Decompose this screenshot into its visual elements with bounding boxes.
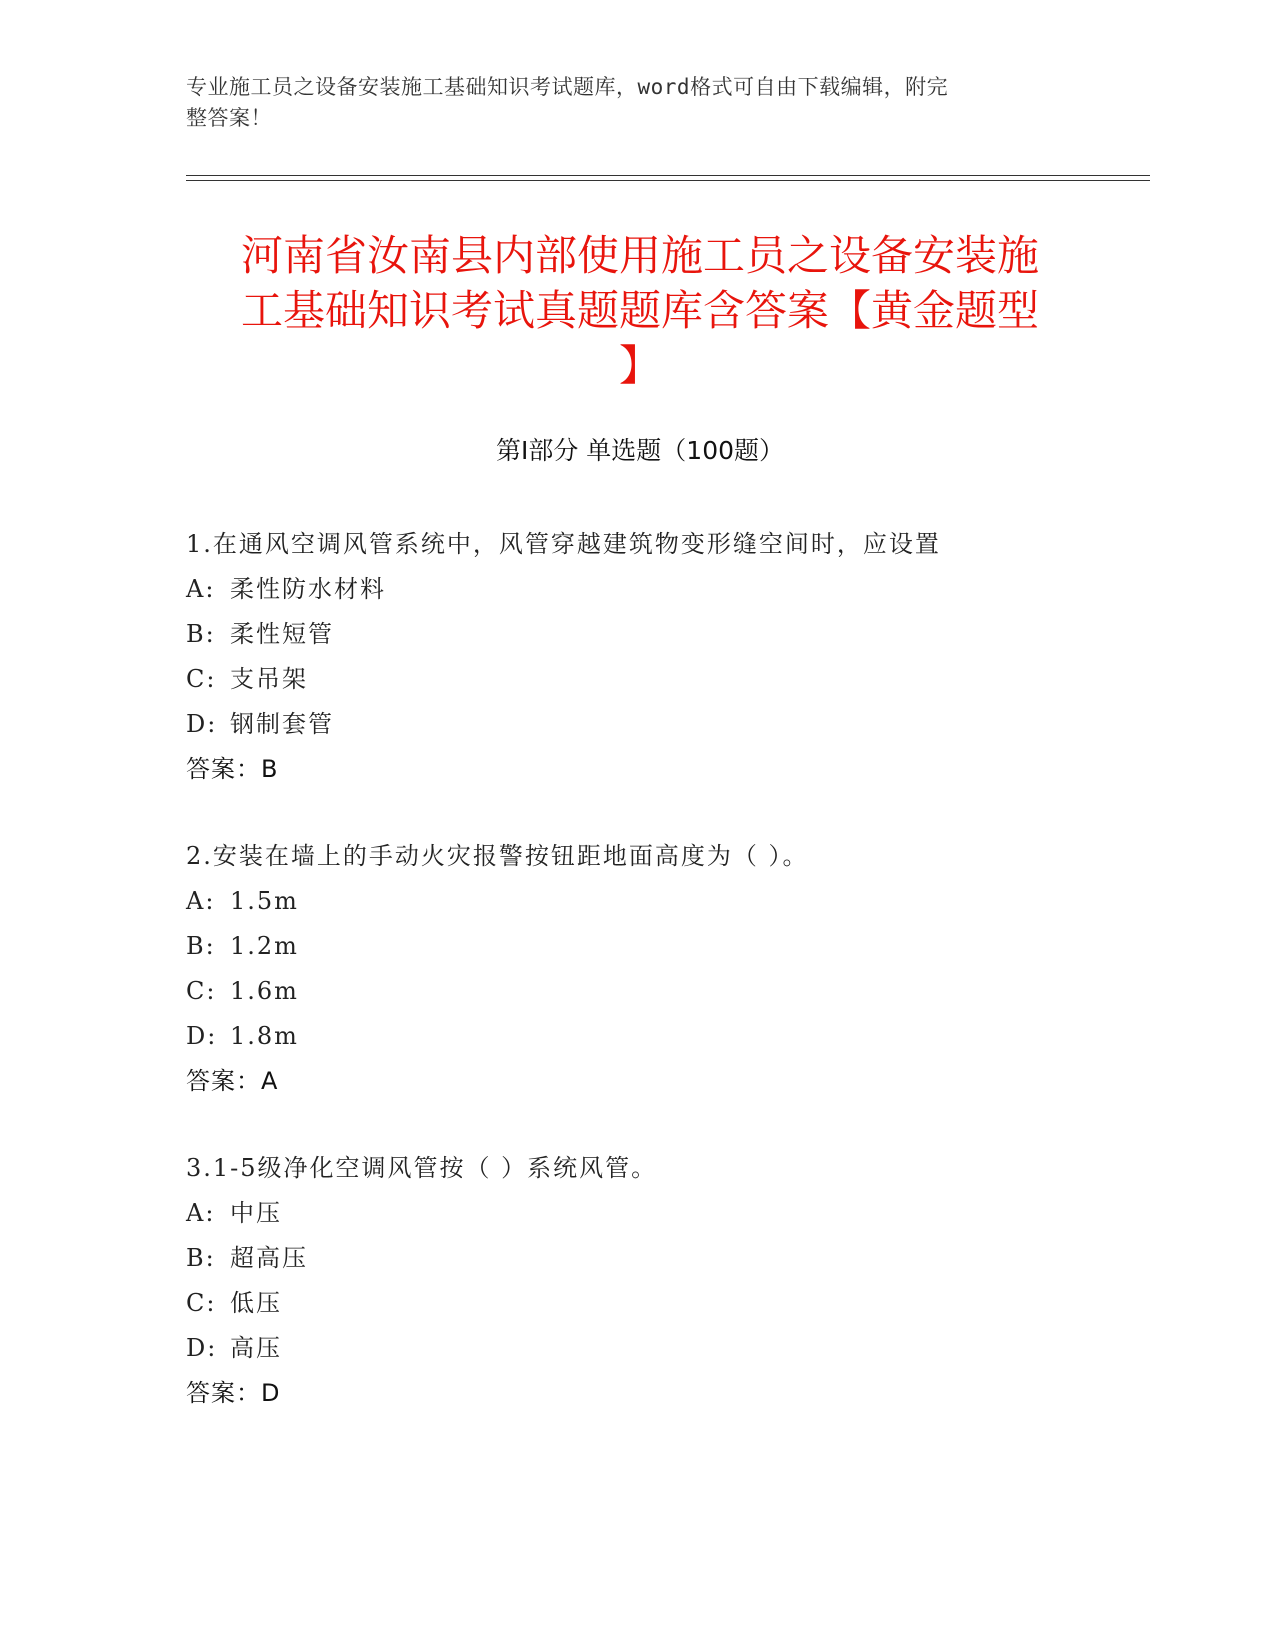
option-text: 柔性短管 — [230, 620, 334, 648]
option-b — [186, 924, 1146, 969]
header-divider — [186, 180, 1150, 181]
option-text: 1.6m — [230, 977, 299, 1005]
option-letter: A: — [186, 1199, 216, 1227]
option-letter: D: — [186, 1334, 218, 1362]
header-divider — [186, 175, 1150, 176]
document-title — [186, 228, 1094, 393]
document-title-line: 工基础知识考试真题题库含答案【黄金题型 — [240, 286, 1039, 335]
question-item — [186, 1146, 1146, 1416]
option-d — [186, 702, 1146, 747]
option-text: 1.2m — [230, 932, 299, 960]
question-stem: 3.1-5级净化空调风管按（ ）系统风管。 — [186, 1154, 658, 1182]
option-c — [186, 969, 1146, 1014]
option-d — [186, 1014, 1146, 1059]
option-d — [186, 1326, 1146, 1371]
option-letter: C: — [186, 1289, 217, 1317]
option-text: 高压 — [230, 1334, 282, 1362]
question-answer: 答案：A — [186, 1067, 279, 1095]
question-item — [186, 522, 1146, 792]
option-c — [186, 657, 1146, 702]
question-stem: 2.安装在墙上的手动火灾报警按钮距地面高度为（ ）。 — [186, 842, 809, 870]
option-a — [186, 879, 1146, 924]
question-answer: 答案：B — [186, 755, 279, 783]
document-title-line: 】 — [618, 341, 661, 390]
option-text: 1.5m — [230, 887, 299, 915]
option-c — [186, 1281, 1146, 1326]
option-letter: D: — [186, 710, 218, 738]
option-letter: B: — [186, 932, 216, 960]
option-text: 钢制套管 — [230, 710, 334, 738]
option-text: 中压 — [230, 1199, 282, 1227]
option-text: 低压 — [230, 1289, 282, 1317]
option-text: 柔性防水材料 — [230, 575, 386, 603]
question-item — [186, 834, 1146, 1104]
option-letter: B: — [186, 620, 216, 648]
question-stem: 1.在通风空调风管系统中，风管穿越建筑物变形缝空间时，应设置 — [186, 530, 941, 558]
option-letter: A: — [186, 575, 216, 603]
option-a — [186, 567, 1146, 612]
option-text: 1.8m — [230, 1022, 299, 1050]
option-b — [186, 1236, 1146, 1281]
option-letter: C: — [186, 977, 217, 1005]
option-text: 支吊架 — [230, 665, 308, 693]
document-title-line: 河南省汝南县内部使用施工员之设备安装施 — [240, 231, 1039, 280]
option-a — [186, 1191, 1146, 1236]
option-letter: C: — [186, 665, 217, 693]
option-letter: B: — [186, 1244, 216, 1272]
header-note-line: 专业施工员之设备安装施工基础知识考试题库，word格式可自由下载编辑，附完 — [186, 75, 949, 99]
header-note — [186, 72, 1066, 134]
option-letter: D: — [186, 1022, 218, 1050]
question-list — [186, 522, 1146, 1458]
header-note-line: 整答案！ — [186, 106, 272, 130]
section-title: 第Ⅰ部分 单选题（100题） — [495, 436, 785, 465]
option-text: 超高压 — [230, 1244, 308, 1272]
option-b — [186, 612, 1146, 657]
option-letter: A: — [186, 887, 216, 915]
question-answer: 答案：D — [186, 1379, 281, 1407]
